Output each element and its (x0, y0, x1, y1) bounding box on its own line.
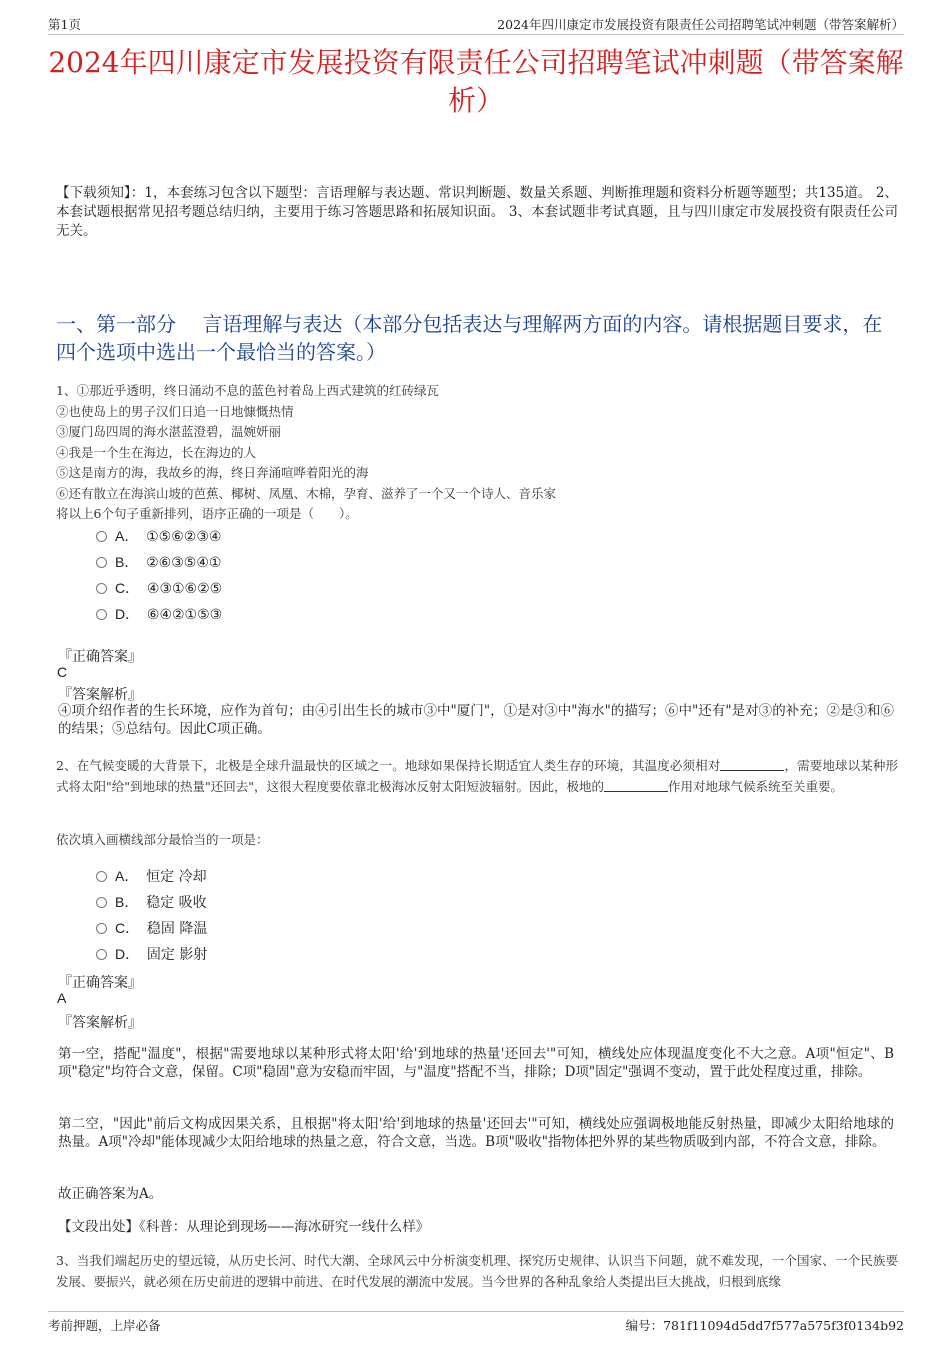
download-notice: 【下载须知】：1，本套练习包含以下题型：言语理解与表达题、常识判断题、数量关系题、判断推理题和资料分析题等题型；共135道。 2、本套试题根据常见招考题总结归纳，主要用于练习答题思路和拓展知识面。 3、本套试题非考试真题，且与四川康定市发展投资有限责任公司无关。 (56, 185, 898, 239)
q1-analysis-label: 『答案解析』 (58, 687, 142, 703)
question-line: 1、①那近乎透明，终日涌动不息的蓝色衬着岛上西式建筑的红砖绿瓦 (56, 383, 439, 398)
q2-option-a[interactable]: A． 恒定 冷却 (96, 866, 207, 886)
q2-option-c[interactable]: C． 稳固 降温 (96, 918, 207, 938)
radio-icon[interactable] (96, 583, 107, 594)
section-heading: 一、第一部分 言语理解与表达（本部分包括表达与理解两方面的内容。请根据题目要求，在四个选项中选出一个最恰当的答案。） (56, 312, 883, 364)
question-line: ⑤这是南方的海，我故乡的海，终日奔涌喧哗着阳光的海 (56, 465, 369, 480)
q2-analysis-para-1: 第一空，搭配"温度"，根据"需要地球以某种形式将太阳'给'到地球的热量'还回去'"可知，横线处应体现温度变化不大之意。A项"恒定"、B项"稳定"均符合文意，保留。C项"稳固"意为安稳而牢固，与"温度"搭配不当，排除；D项"固定"强调不变动，置于此处程度过重，排除。 (58, 1046, 894, 1080)
fill-blank (604, 779, 668, 792)
q2-source: 【文段出处】《科普：从理论到现场——海冰研究一线什么样》 (58, 1219, 430, 1235)
question-2-stem: 2、在气候变暖的大背景下，北极是全球升温最快的区域之一。地球如果保持长期适宜人类生存的环境，其温度必须相对 ，需要地球以某种形式将太阳"给"到地球的热量"还回去"，这很大程度要依靠北极海冰反射太阳短波辐射。因此，极地的 作用对地球气候系统至关重要。 (56, 758, 898, 794)
footer-doc-id: 编号：781f11094d5dd7f577a575f3f0134b92 (625, 1318, 904, 1333)
header-doc-title: 2024年四川康定市发展投资有限责任公司招聘笔试冲刺题（带答案解析） (497, 17, 904, 32)
radio-icon[interactable] (96, 609, 107, 620)
fill-blank (720, 758, 784, 771)
radio-icon[interactable] (96, 897, 107, 908)
radio-icon[interactable] (96, 949, 107, 960)
page-number: 第1页 (48, 17, 81, 32)
radio-icon[interactable] (96, 923, 107, 934)
question-1 (56, 381, 898, 525)
question-line: ②也使岛上的男子汉们日追一日地慷慨热情 (56, 403, 294, 419)
q1-option-a[interactable]: A． ①⑤⑥②③④ (96, 526, 221, 546)
radio-icon[interactable] (96, 531, 107, 542)
radio-icon[interactable] (96, 557, 107, 568)
q2-option-d[interactable]: D． 固定 影射 (96, 944, 207, 964)
question-3-stem: 3、当我们端起历史的望远镜，从历史长河、时代大潮、全球风云中分析演变机理、探究历史规律、认识当下问题，就不难发现，一个国家、一个民族要发展、要振兴，就必须在历史前进的逻辑中前进、在时代发展的潮流中发展。当今世界的各种乱象给人类提出巨大挑战，归根到底缘 (56, 1253, 898, 1289)
q1-option-d[interactable]: D． ⑥④②①⑤③ (96, 604, 222, 624)
question-line: ⑥还有散立在海滨山坡的芭蕉、椰树、凤凰、木棉，孕育、滋养了一个又一个诗人、音乐家 (56, 485, 557, 501)
q2-answer: A (57, 990, 67, 1006)
q2-answer-label: 『正确答案』 (58, 975, 142, 991)
radio-icon[interactable] (96, 871, 107, 882)
q1-option-b[interactable]: B． ②⑥③⑤④① (96, 552, 221, 572)
question-line: ③厦门岛四周的海水湛蓝澄碧，温婉妍丽 (56, 424, 282, 439)
page-header (48, 12, 904, 35)
document-title: 2024年四川康定市发展投资有限责任公司招聘笔试冲刺题（带答案解析） (48, 46, 904, 117)
q2-prompt: 依次填入画横线部分最恰当的一项是： (56, 832, 269, 847)
q1-analysis: ④项介绍作者的生长环境，应作为首句；由④引出生长的城市③中"厦门"，①是对③中"海水"的描写；⑥中"还有"是对③的补充；②是③和⑥的结果；⑤总结句。因此C项正确。 (58, 703, 894, 737)
question-line: 将以上6个句子重新排列，语序正确的一项是（ ）。 (56, 506, 358, 521)
footer-slogan: 考前押题，上岸必备 (48, 1318, 161, 1333)
q2-analysis-label: 『答案解析』 (58, 1015, 142, 1031)
q2-analysis-para-3: 故正确答案为A。 (58, 1186, 163, 1202)
page-footer (48, 1311, 904, 1334)
q1-option-c[interactable]: C． ④③①⑥②⑤ (96, 578, 222, 598)
q1-answer: C (57, 664, 68, 680)
q2-option-b[interactable]: B． 稳定 吸收 (96, 892, 207, 912)
q2-analysis-para-2: 第二空，"因此"前后文构成因果关系，且根据"将太阳'给'到地球的热量'还回去'"可知，横线处应强调极地能反射热量，即减少太阳给地球的热量。A项"冷却"能体现减少太阳给地球的热量之意，符合文意，当选。B项"吸收"指物体把外界的某些物质吸到内部，不符合文意，排除。 (58, 1116, 894, 1150)
q1-answer-label: 『正确答案』 (58, 649, 142, 665)
question-line: ④我是一个生在海边，长在海边的人 (56, 444, 257, 460)
